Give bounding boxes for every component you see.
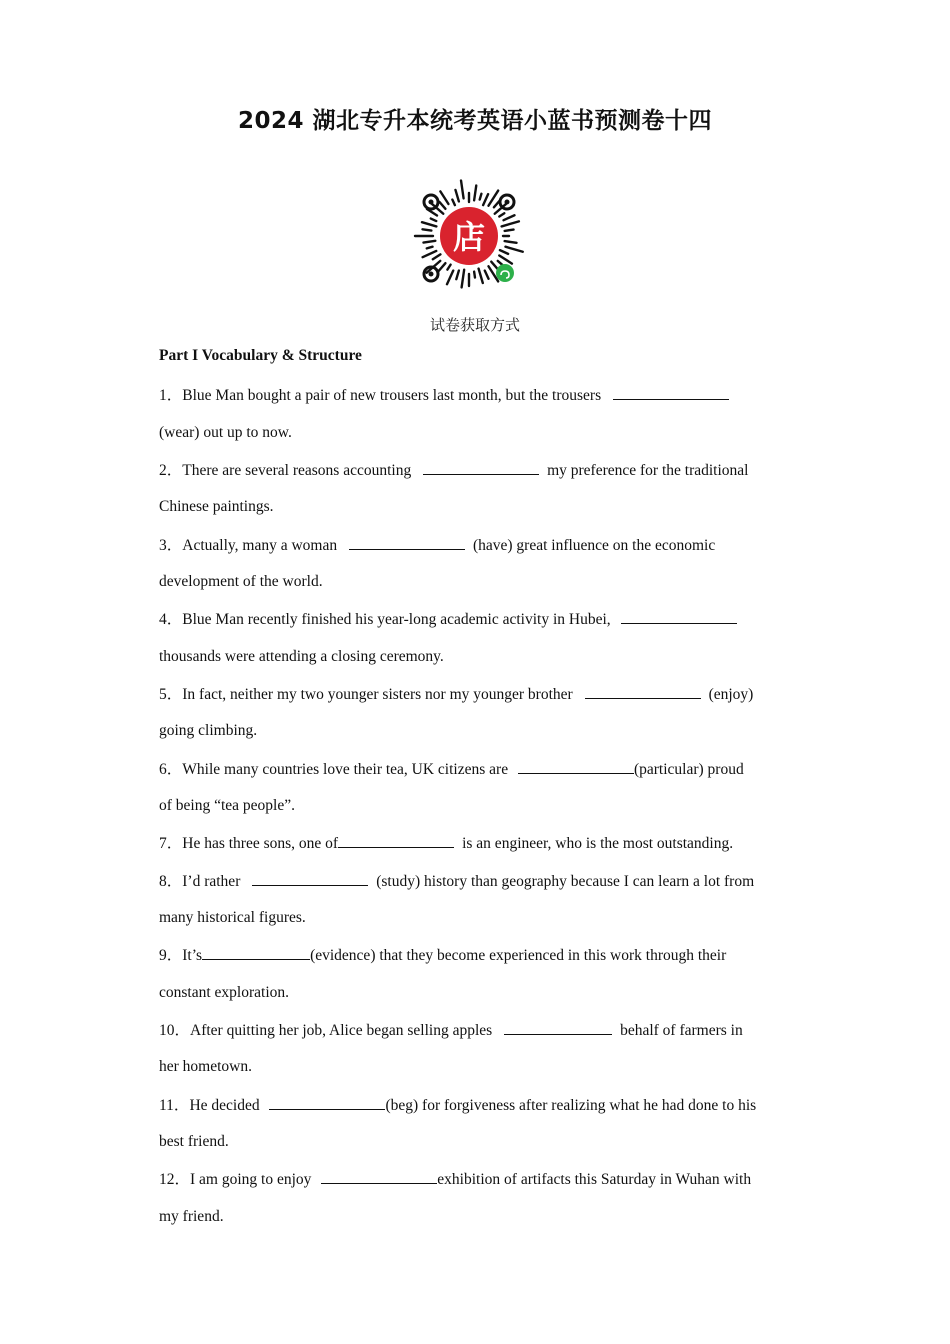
question-8-line-2: many historical figures. [159,909,306,926]
qr-ray [431,219,436,221]
qr-ray [455,190,458,202]
qr-ray [504,215,515,220]
qr-ray [422,229,431,230]
qr-ray [480,194,482,200]
question-2-line-2: Chinese paintings. [159,498,274,515]
question-number: 7． [159,835,183,852]
qr-ray [423,241,435,243]
qr-ray [505,247,522,252]
question-text: In fact, neither my two younger sisters nor my younger brother [182,686,573,703]
qr-ray [452,200,454,205]
question-9-line-1 [159,945,791,966]
question-5-line-1 [159,684,791,705]
qr-ray [502,221,519,226]
qr-ray [462,270,465,288]
qr-ray [498,261,503,265]
question-text: I’d rather [182,873,241,890]
question-10-line-1 [159,1020,791,1041]
question-number: 3． [159,537,183,554]
question-4-line-2: thousands were attending a closing ceremony. [159,648,444,665]
question-text: (particular) proud [633,761,744,778]
question-1-line-2: (wear) out up to now. [159,424,292,441]
qr-ray [440,202,446,209]
question-number: 10． [159,1022,191,1039]
question-text: He decided [189,1097,260,1114]
question-text: behalf of farmers in [620,1022,743,1039]
answer-blank[interactable] [504,1020,612,1035]
question-number: 5． [159,686,183,703]
question-number: 2． [159,462,183,479]
question-3-line-2: development of the world. [159,573,323,590]
qr-ray [427,247,433,249]
question-text: exhibition of artifacts this Saturday in Wuhan with [437,1171,752,1188]
question-11-line-1 [159,1095,791,1116]
qr-ray [447,271,453,285]
section-title: Part I Vocabulary & Structure [159,347,362,364]
qr-ray [500,250,508,254]
answer-blank[interactable] [338,833,454,848]
qr-ray [440,191,448,204]
question-12-line-1 [159,1169,791,1190]
answer-blank[interactable] [321,1169,437,1184]
question-text: is an engineer, who is the most outstanding. [462,835,734,852]
question-number: 9． [159,947,183,964]
question-7-line-1 [159,833,791,854]
question-text: While many countries love their tea, UK citizens are [182,761,509,778]
answer-blank[interactable] [252,871,368,886]
question-text: Blue Man recently finished his year-long academic activity in Hubei, [182,611,611,628]
question-text: (beg) for forgiveness after realizing what he had done to his [385,1097,757,1114]
question-8-line-1 [159,871,791,892]
question-text: There are several reasons accounting [182,462,412,479]
question-number: 1． [159,387,183,404]
question-text: It’s [182,947,203,964]
question-5-line-2: going climbing. [159,722,258,739]
answer-blank[interactable] [202,945,310,960]
answer-blank[interactable] [269,1095,385,1110]
question-text: Blue Man bought a pair of new trousers last month, but the trousers [182,387,602,404]
qr-ray [483,194,488,205]
question-text: my preference for the traditional [547,462,749,479]
qr-ray [456,271,459,280]
answer-blank[interactable] [349,535,465,550]
qr-ray [499,213,504,216]
question-10-line-2: her hometown. [159,1058,252,1075]
question-12-line-2: my friend. [159,1208,224,1225]
question-text: (study) history than geography because I can learn a lot from [376,873,755,890]
question-text: (evidence) that they become experienced in this work through their [310,947,727,964]
qr-ray [479,269,483,283]
document-title: 2024 湖北专升本统考英语小蓝书预测卷十四 [237,108,713,134]
question-text: After quitting her job, Alice began selling apples [190,1022,493,1039]
qr-ray [433,254,441,259]
question-text: I am going to enjoy [190,1171,312,1188]
answer-blank[interactable] [621,609,737,624]
mini-program-qr-code [409,178,529,298]
qr-ray [505,241,517,243]
question-1-line-1 [159,385,791,406]
qr-ray [422,222,436,226]
question-text: Actually, many a woman [182,537,338,554]
store-icon: 店 [452,218,486,256]
question-text: (have) great influence on the economic [472,537,716,554]
question-text: (enjoy) [708,686,754,703]
question-number: 4． [159,611,183,628]
mini-program-badge-icon [496,264,514,282]
qr-ray [474,272,475,278]
question-6-line-2: of being “tea people”. [159,797,295,814]
question-text: He has three sons, one of [182,835,339,852]
qr-ray [485,271,489,279]
answer-blank[interactable] [423,460,539,475]
question-9-line-2: constant exploration. [159,984,289,1001]
question-number: 6． [159,761,183,778]
question-number: 8． [159,873,183,890]
answer-blank[interactable] [585,684,701,699]
qr-ray [461,181,464,199]
qr-caption: 试卷获取方式 [429,316,520,334]
answer-blank[interactable] [613,385,729,400]
question-number: 11． [159,1097,190,1114]
answer-blank[interactable] [518,759,634,774]
qr-ray [423,251,437,257]
question-number: 12． [159,1171,191,1188]
question-3-line-1 [159,535,791,556]
question-11-line-2: best friend. [159,1133,229,1150]
qr-ray [447,265,450,270]
question-2-line-1 [159,460,791,481]
qr-ray [505,230,514,231]
question-4-line-1 [159,609,791,630]
qr-ray [474,186,476,201]
question-6-line-1 [159,759,791,780]
